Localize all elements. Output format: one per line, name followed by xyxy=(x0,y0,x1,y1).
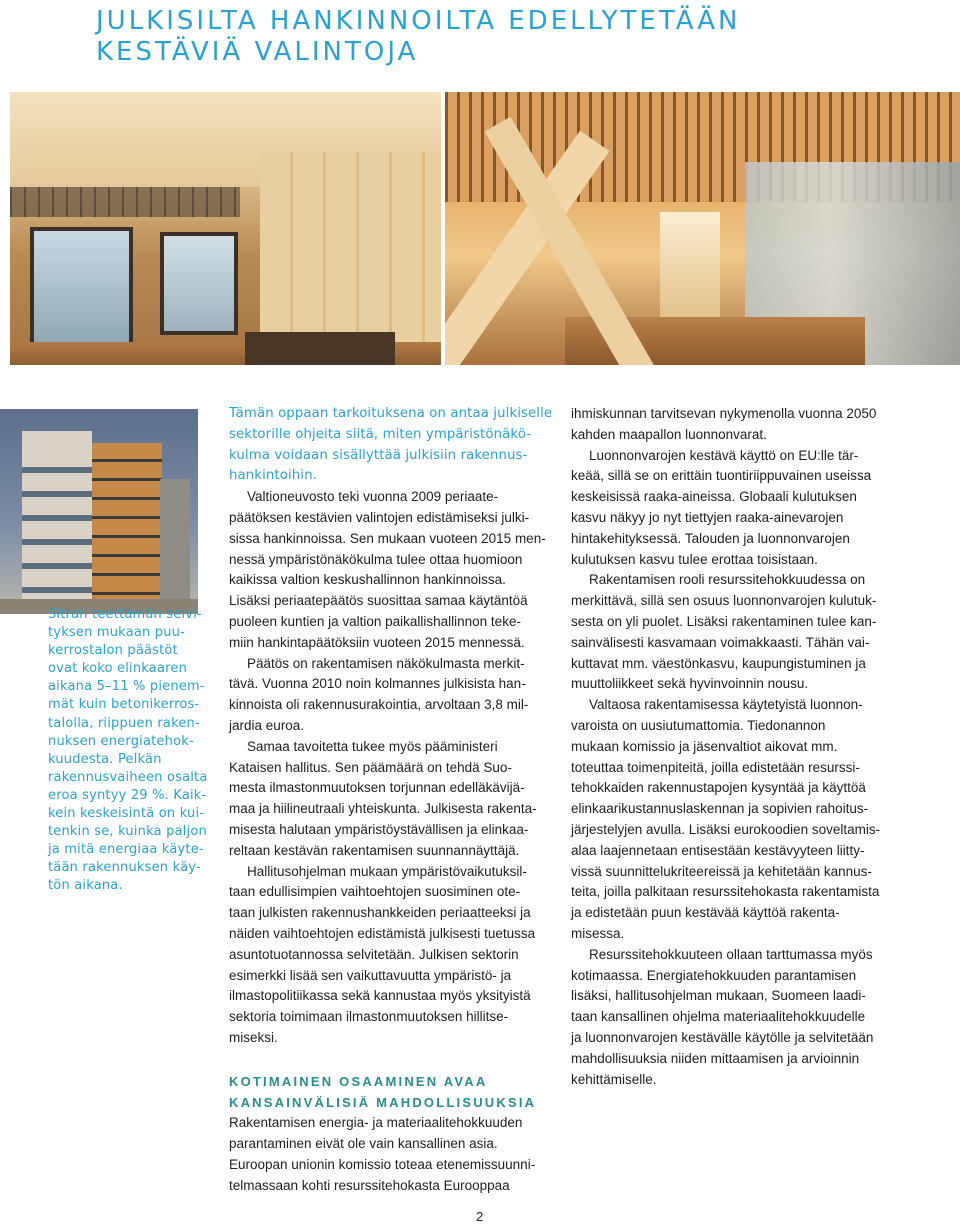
body-line: puoleen kuntien ja valtion paikallishallinnon teke- xyxy=(229,613,521,629)
body-line: taan edullisimpien vaihtoehtojen suosiminen ote- xyxy=(229,884,521,900)
body-line: ilmastopolitiikassa sekä kannustaa myös yksityistä xyxy=(229,988,531,1004)
body-line: kuttavat mm. väestönkasvu, kaupungistuminen ja xyxy=(571,655,866,671)
body-line: Rakentamisen rooli resurssitehokkuudessa on xyxy=(589,572,866,588)
body-line: teita, joilla palkitaan resurssitehokasta rakentamista xyxy=(571,884,880,900)
body-line: keää, sillä se on erittäin tuontiriippuvainen useissa xyxy=(571,468,872,484)
body-line: maa ja hiilineutraali yhteiskunta. Julkisesta rakenta- xyxy=(229,801,537,817)
body-line: taan kansallinen ohjelma materiaalitehokkuudelle xyxy=(571,1009,866,1025)
body-line: kinnoista oli rakennusurakointia, arvoltaan 3,8 mil- xyxy=(229,697,529,713)
body-line: merkittävä, sillä sen osuus luonnonvarojen kulutuk- xyxy=(571,593,877,609)
body-line: kotimaassa. Energiatehokkuuden parantamisen xyxy=(571,967,857,983)
caption-line: kuudesta. Pelkän xyxy=(48,751,162,767)
body-line: tehokkaiden rakennustapojen kysyntää ja käyttöä xyxy=(571,780,866,796)
body-line: Lisäksi periaatepäätös suosittaa samaa käytäntöä xyxy=(229,593,528,609)
body-line: mahdollisuuksia niiden mittaamisen ja arvioinnin xyxy=(571,1050,860,1066)
caption-line: mät kuin betonikerros- xyxy=(48,697,200,713)
wooden-apartment-building-photo xyxy=(0,409,198,614)
text-column-middle xyxy=(229,404,559,1196)
caption-line: aikana 5–11 % pienem- xyxy=(48,679,205,695)
body-text xyxy=(229,487,559,1049)
lead-paragraph xyxy=(229,404,559,487)
body-line: nessä ympäristönäkökulma tulee ottaa huomioon xyxy=(229,551,523,567)
body-line: Valtaosa rakentamisessa käytetyistä luonnon- xyxy=(589,697,863,713)
text-column-right xyxy=(571,404,901,1090)
body-line: Kataisen hallitus. Sen päämäärä on tehdä Suo- xyxy=(229,759,512,775)
body-line: ja edistetään puun kestävää käyttöä rakenta- xyxy=(571,905,840,921)
body-line: taan julkisten rakennushankkeiden periaatteeksi ja xyxy=(229,905,531,921)
body-line: miin hankintapäätöksiin vuoteen 2015 mennessä. xyxy=(229,634,525,650)
caption-line: ovat koko elinkaaren xyxy=(48,661,188,677)
caption-line: tön aikana. xyxy=(48,878,123,894)
caption-line: tyksen mukaan puu- xyxy=(48,625,185,641)
body-line: Päätös on rakentamisen näkökulmasta merkit- xyxy=(247,655,525,671)
body-line: keskeisissä raaka-aineissa. Globaali kulutuksen xyxy=(571,489,857,505)
body-line: kehittämiselle. xyxy=(571,1071,657,1087)
body-line: järjestelyjen avulla. Lisäksi eurokoodien soveltamis- xyxy=(571,821,881,837)
heading-line: KOTIMAINEN OSAAMINEN AVAA xyxy=(229,1073,488,1089)
body-line: alaa laajennetaan entisestään kestävyyteen liitty- xyxy=(571,842,865,858)
page-title-line-2: KESTÄVIÄ VALINTOJA xyxy=(96,37,419,67)
body-line: kulutuksen kasvu tulee erottaa toisistaan. xyxy=(571,551,818,567)
body-line: muuttoliikkeet sekä hyvinvoinnin nousu. xyxy=(571,676,809,692)
caption-line: eroa syntyy 29 %. Kaik- xyxy=(48,787,207,803)
body-line: jardia euroa. xyxy=(229,717,305,733)
body-line: elinkaarikustannuslaskennan ja sopivien rahoitus- xyxy=(571,801,869,817)
wooden-corridor-photo xyxy=(445,92,960,365)
photo-caption xyxy=(48,606,208,896)
body-line: Samaa tavoitetta tukee myös pääministeri xyxy=(247,738,498,754)
lead-line: Tämän oppaan tarkoituksena on antaa julkiselle xyxy=(229,406,553,421)
page-title xyxy=(96,6,740,68)
section-intro-text xyxy=(229,1113,559,1196)
lead-line: sektorille ohjeita siitä, miten ympäristönäkö- xyxy=(229,426,532,442)
body-line: toteuttaa toimenpiteitä, joilla edistetään resurssi- xyxy=(571,759,860,775)
body-line: Hallitusohjelman mukaan ympäristövaikutuksil- xyxy=(247,863,527,879)
caption-line: kerrostalon päästöt xyxy=(48,643,178,659)
lead-line: hankintoihin. xyxy=(229,468,317,484)
body-line: ihmiskunnan tarvitsevan nykymenolla vuonna 2050 xyxy=(571,406,877,421)
body-line: sissa hankinnoissa. Sen mukaan vuoteen 2015 men- xyxy=(229,530,546,546)
body-line: lisäksi, hallitusohjelman mukaan, Suomeen laadi- xyxy=(571,988,866,1004)
caption-line: nuksen energiatehok- xyxy=(48,733,194,749)
body-line: ja luonnonvarojen kestävälle käytölle ja selvitetään xyxy=(571,1029,874,1045)
body-line: kaikissa valtion keskushallinnon hankinnoissa. xyxy=(229,572,506,588)
page-number: 2 xyxy=(476,1209,484,1224)
body-line: sainvälisesti kasvamaan voimakkaasti. Tähän vai- xyxy=(571,634,870,650)
body-line: misessa. xyxy=(571,925,625,941)
caption-line: tään rakennuksen käy- xyxy=(48,860,201,876)
body-line: Rakentamisen energia- ja materiaalitehokkuuden xyxy=(229,1115,523,1131)
body-line: misesta halutaan ympäristöystävällisen ja elinkaa- xyxy=(229,821,529,837)
body-line: Luonnonvarojen kestävä käyttö on EU:lle tär- xyxy=(589,447,859,463)
caption-line: rakennusvaiheen osalta xyxy=(48,769,208,785)
body-line: Resurssitehokkuuteen ollaan tarttumassa myös xyxy=(589,946,873,962)
body-line: telmassaan kohti resurssitehokasta Eurooppaa xyxy=(229,1177,510,1193)
body-line: sesta on yli puolet. Lisäksi rakentaminen tulee kan- xyxy=(571,613,877,629)
body-line: asuntotuotannossa selvitetään. Julkisen sektorin xyxy=(229,946,519,962)
caption-line: tenkin se, kuinka paljon xyxy=(48,824,207,840)
body-line: mukaan komissio ja jäsenvaltiot aikovat mm. xyxy=(571,738,838,754)
body-line: Valtioneuvosto teki vuonna 2009 periaate- xyxy=(247,489,499,505)
body-line: Euroopan unionin komissio toteaa etenemissuunni- xyxy=(229,1156,536,1172)
heading-line: KANSAINVÄLISIÄ MAHDOLLISUUKSIA xyxy=(229,1094,537,1110)
caption-line: talolla, riippuen raken- xyxy=(48,715,200,731)
section-heading xyxy=(229,1072,559,1114)
body-line: tävä. Vuonna 2010 noin kolmannes julkisista han- xyxy=(229,676,526,692)
body-line: kahden maapallon luonnonvarat. xyxy=(571,426,767,442)
cafe-interior-photo xyxy=(10,92,441,365)
caption-line: Sitran teettämän selvi- xyxy=(48,607,202,622)
lead-line: kulma voidaan sisällyttää julkisiin rakennus- xyxy=(229,447,528,463)
body-line: sektoria toimimaan ilmastonmuutoksen hillitse- xyxy=(229,1009,509,1025)
body-line: parantaminen eivät ole vain kansallinen asia. xyxy=(229,1136,498,1152)
caption-line: ja mitä energiaa käyte- xyxy=(48,842,204,858)
body-line: kasvu näkyy jo nyt tiettyjen raaka-ainevarojen xyxy=(571,509,844,525)
body-line: esimerkki lisää sen vaikuttavuutta ympäristö- ja xyxy=(229,967,512,983)
body-line: päätöksen kestävien valintojen edistämiseksi julki- xyxy=(229,509,530,525)
body-line: reltaan kestävän rakentamisen suunnannäyttäjä. xyxy=(229,842,520,858)
body-line: näiden vaihtoehtojen edistämistä julkisesti tuetussa xyxy=(229,925,536,941)
body-line: varoista on uusiutumattomia. Tiedonannon xyxy=(571,717,826,733)
body-line: vissä suunnittelukriteereissä ja kehitetään kannus- xyxy=(571,863,872,879)
body-line: miseksi. xyxy=(229,1029,278,1045)
body-line: hintakehityksessä. Talouden ja luonnonvarojen xyxy=(571,530,850,546)
caption-line: kein keskeisintä on kui- xyxy=(48,806,205,822)
page-title-line-1: JULKISILTA HANKINNOILTA EDELLYTETÄÄN xyxy=(96,6,741,36)
body-line: mesta ilmastonmuutoksen torjunnan edelläkävijä- xyxy=(229,780,525,796)
